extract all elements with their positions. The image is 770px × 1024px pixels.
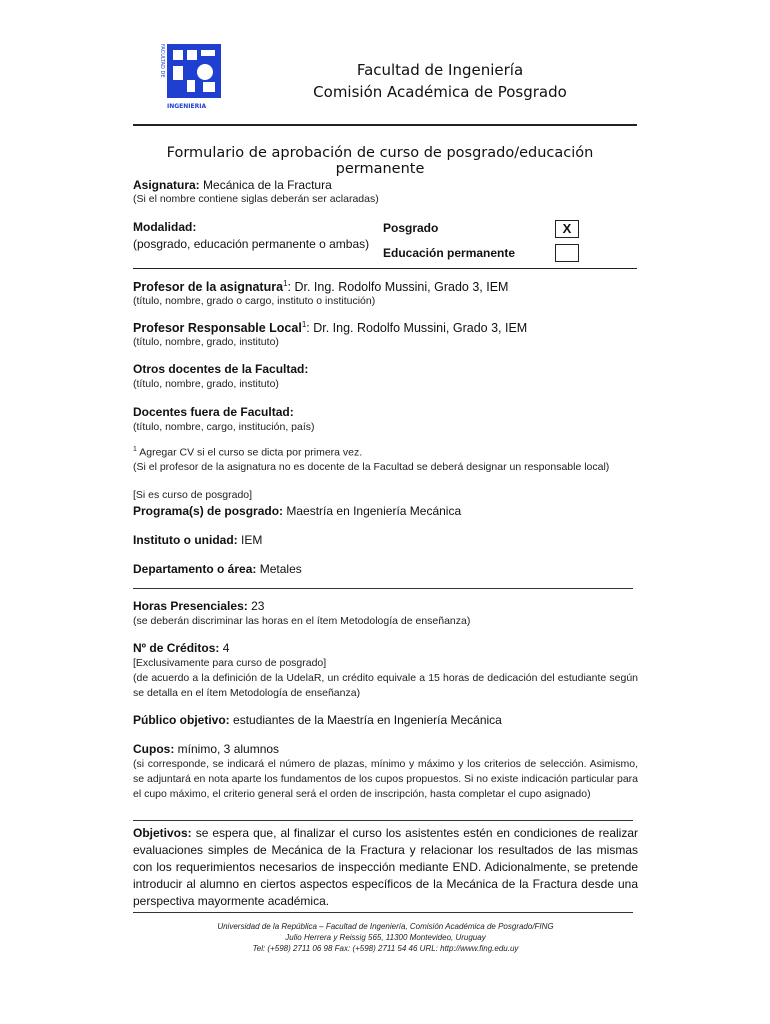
docentes-fuera-label: Docentes fuera de Facultad: [133, 405, 294, 419]
footer-address: Julio Herrera y Reissig 565, 11300 Montevideo, Uruguay [285, 933, 486, 942]
asignatura-value: Mecánica de la Fractura [203, 178, 332, 192]
cupos-divider [133, 820, 633, 821]
publico-label: Público objetivo: [133, 713, 230, 727]
departamento-value: Metales [259, 562, 302, 576]
header-divider [133, 124, 637, 126]
responsable-value: : Dr. Ing. Rodolfo Mussini, Grado 3, IEM [306, 321, 528, 336]
instituto-label: Instituto o unidad: [133, 533, 238, 547]
asignatura-label: Asignatura: [133, 178, 200, 192]
form-title: Formulario de aprobación de curso de posgrado/educación permanente [166, 145, 594, 177]
horas-row [133, 599, 264, 613]
footer-contact: Tel: (+598) 2711 06 98 Fax: (+598) 2711 54 46 URL: http://www.fing.edu.uy [252, 944, 519, 953]
logo-vertical-text: FACULTAD DE [159, 44, 165, 78]
footer-divider [133, 912, 633, 913]
posgrado-checkbox[interactable]: X [555, 220, 579, 238]
responsable-footnote-ref: 1 [301, 320, 307, 329]
otros-docentes-note: (título, nombre, grado, instituto) [133, 378, 279, 390]
departamento-divider [133, 588, 633, 589]
cupos-value: mínimo, 3 alumnos [177, 742, 280, 756]
modalidad-posgrado-label: Posgrado [383, 221, 439, 235]
modalidad-label: Modalidad: [133, 220, 197, 234]
instituto-value: IEM [241, 533, 263, 547]
cupos-note: (si corresponde, se indicará el número de plazas, mínimo y máximo y los criterios de selección. Asimismo, se adjuntará en nota aparte los fundamentos de los cupos propuestos. Si no existe indicación particular para el cupo máximo, el criterio general será el orden de inscripción, hasta completar el cupo asignado) [133, 758, 638, 800]
creditos-label: Nº de Créditos: [133, 641, 220, 655]
responsable-note: (título, nombre, grado, instituto) [133, 336, 279, 348]
profesor-label: Profesor de la asignatura [133, 280, 284, 295]
modalidad-educacion-label: Educación permanente [383, 246, 516, 260]
footnote-line1 [133, 446, 362, 459]
responsable-label: Profesor Responsable Local [133, 321, 302, 336]
faculty-logo [155, 42, 225, 112]
footnote-line2: (Si el profesor de la asignatura no es docente de la Facultad se deberá designar un responsable local) [133, 461, 610, 473]
profesor-row [133, 279, 508, 294]
creditos-row [133, 641, 229, 655]
faculty-logo-icon [155, 42, 225, 112]
modalidad-note: (posgrado, educación permanente o ambas) [133, 237, 370, 251]
header-title-commission: Comisión Académica de Posgrado [313, 83, 567, 101]
programa-value: Maestría en Ingeniería Mecánica [286, 504, 462, 518]
asignatura-note: (Si el nombre contiene siglas deberán ser aclaradas) [133, 193, 379, 205]
footer-university: Universidad de la República – Facultad de Ingeniería, Comisión Académica de Posgrado/FING [217, 922, 554, 931]
horas-note: (se deberán discriminar las horas en el ítem Metodología de enseñanza) [133, 615, 471, 627]
profesor-note: (título, nombre, grado o cargo, instituto o institución) [133, 295, 376, 307]
profesor-footnote-ref: 1 [283, 279, 288, 288]
creditos-bracket: [Exclusivamente para curso de posgrado] [133, 657, 327, 669]
objetivos-label: Objetivos: [133, 826, 192, 840]
instituto-row [133, 533, 262, 547]
responsable-row [133, 320, 527, 335]
horas-value: 23 [251, 599, 265, 613]
programa-row [133, 504, 461, 518]
departamento-row [133, 562, 302, 576]
creditos-note: (de acuerdo a la definición de la UdelaR, un crédito equivale a 15 horas de dedicación del estudiante según se detalla en el ítem Metodología de enseñanza) [133, 672, 638, 699]
logo-bottom-text: INGENIERIA [167, 103, 207, 110]
creditos-value: 4 [222, 641, 230, 655]
publico-value: estudiantes de la Maestría en Ingeniería Mecánica [233, 713, 502, 727]
horas-label: Horas Presenciales: [133, 599, 248, 613]
programa-label: Programa(s) de posgrado: [133, 504, 284, 518]
header-title-faculty: Facultad de Ingeniería [356, 61, 524, 79]
cupos-label: Cupos: [133, 742, 175, 756]
programa-bracket: [Si es curso de posgrado] [133, 489, 253, 501]
profesor-value: : Dr. Ing. Rodolfo Mussini, Grado 3, IEM [287, 280, 509, 295]
cupos-row [133, 742, 279, 756]
asignatura-row [133, 178, 332, 192]
objetivos-paragraph [133, 825, 638, 910]
docentes-fuera-note: (título, nombre, cargo, institución, país) [133, 421, 315, 433]
departamento-label: Departamento o área: [133, 562, 257, 576]
publico-row [133, 713, 502, 727]
objetivos-value: se espera que, al finalizar el curso los asistentes estén en condiciones de realizar evaluaciones simples de Mecánica de la Fractura y relacionar los resultados de las mismas con los requerimientos necesarios de inspección mediante END. Adicionalmente, se pretende introducir al alumno en ciertos aspectos específicos de la Mecánica de la Fractura desde una perspectiva mayormente académica. [133, 826, 638, 908]
footnote-text1: Agregar CV si el curso se dicta por primera vez. [139, 446, 363, 459]
educacion-permanente-checkbox[interactable] [555, 244, 579, 262]
otros-docentes-label: Otros docentes de la Facultad: [133, 362, 309, 376]
footnote-marker: 1 [133, 446, 137, 453]
modalidad-divider [133, 268, 637, 269]
